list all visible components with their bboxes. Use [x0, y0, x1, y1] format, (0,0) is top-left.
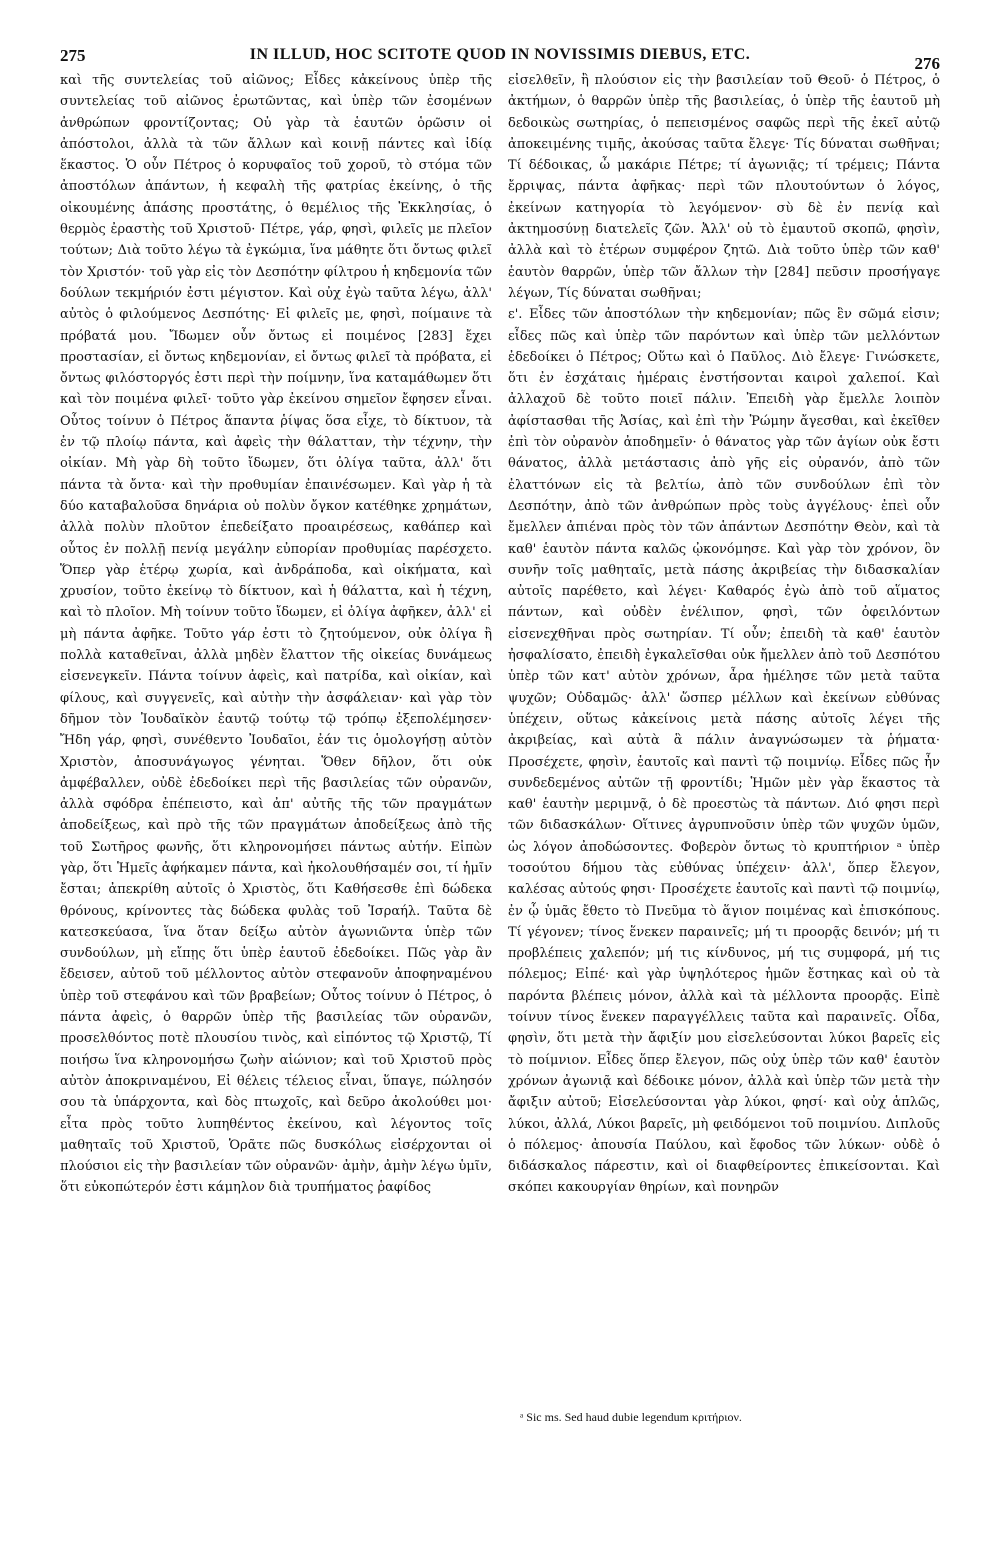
left-column-paragraph: καὶ τῆς συντελείας τοῦ αἰῶνος; Εἶδες κἀκείνους ὑπὲρ τῆς συντελείας τοῦ αἰῶνος ἐρωτῶντας, καὶ ὑπὲρ τῶν ἐσομένων ἀνθρώπων φροντίζοντας; Οὐ γὰρ τὰ ἑαυτῶν ὁρῶσιν οἱ ἀπόστολοι, ἀλλὰ τὰ τῶν ἄλλων καὶ κοινῇ πάντες καὶ ἰδίᾳ ἕκαστος. Ὁ οὖν Πέτρος ὁ κορυφαῖος τοῦ χοροῦ, τὸ στόμα τῶν ἀποστόλων ἁπάντων, ἡ κεφαλὴ τῆς φατρίας ἐκείνης, ὁ τῆς οἰκουμένης ἁπάσης προστάτης, ὁ θεμέλιος τῆς Ἐκκλησίας, ὁ θερμὸς ἐραστὴς τοῦ Χριστοῦ· Πέτρε, γάρ, φησὶ, φιλεῖς με πλεῖον τούτων; Διὰ τοῦτο λέγω τὰ ἐγκώμια, ἵνα μάθητε ὅτι ὄντως φιλεῖ τὸν Χριστόν· τοῦ γὰρ εἰς τὸν Δεσπότην φίλτρου ἡ κηδεμονία τῶν δούλων τεκμήριόν ἐστι μέγιστον. Καὶ οὐχ ἐγὼ ταῦτα λέγω, ἀλλ' αὐτὸς ὁ φιλούμενος Δεσπότης· Εἰ φιλεῖς με, φησὶ, ποίμαινε τὰ πρόβατά μου. Ἴδωμεν οὖν ὄντως εἰ ποιμένος [283] ἔχει προστασίαν, εἰ ὄντως κηδεμονίαν, εἰ ὄντως φιλεῖ τὰ πρόβατα, εἰ ὄντως φιλόστοργός ἐστι περὶ τὴν ποίμνην, ἵνα καταμάθωμεν ὅτι καὶ τὸν ποιμένα φιλεῖ· τοῦτο γὰρ ἐκείνου σημεῖον ἔφησεν εἶναι. Οὗτος τοίνυν ὁ Πέτρος ἅπαντα ῥίψας ὅσα εἶχε, τὸ δίκτυον, τὰ ἐν τῷ πλοίῳ πάντα, καὶ ἀφεὶς τὴν θάλατταν, τὴν τέχνην, τὴν οἰκίαν. Μὴ γὰρ δὴ τοῦτο ἴδωμεν, ὅτι ὀλίγα ταῦτα, ἀλλ' ὅτι πάντα τὰ ὄντα· καὶ τὴν προθυμίαν ἐπαινέσωμεν. Καὶ γὰρ ἡ τὰ δύο καταβαλοῦσα δηνάρια οὐ πολὺν ὄγκον κατέθηκε χρημάτων, ἀλλὰ πολὺν πλοῦτον ἐπεδείξατο προαιρέσεως, καθάπερ καὶ οὗτος ἐν πολλῇ πενίᾳ μεγάλην εὐπορίαν προθυμίας παρέσχετο. Ὅπερ γὰρ ἑτέρῳ χωρία, καὶ ἀνδράποδα, καὶ οἰκήματα, καὶ χρυσίον, τοῦτο ἐκείνῳ τὸ δίκτυον, καὶ ἡ θάλαττα, καὶ ἡ τέχνη, καὶ τὸ πλοῖον. Μὴ τοίνυν τοῦτο ἴδωμεν, εἰ ὀλίγα ἀφῆκεν, ἀλλ' εἰ μὴ πάντα ἀφῆκε. Τοῦτο γάρ ἐστι τὸ ζητούμενον, οὐκ ὀλίγα ἢ πολλὰ καταθεῖναι, ἀλλὰ μηδὲν ἔλαττον τῆς οἰκείας δυνάμεως εἰσενεγκεῖν. Πάντα τοίνυν ἀφεὶς, καὶ πατρίδα, καὶ οἰκίαν, καὶ φίλους, καὶ συγγενεῖς, καὶ αὐτὴν τὴν ἀσφάλειαν· καὶ γὰρ τὸν δῆμον τὸν Ἰουδαϊκὸν ἑαυτῷ τούτῳ τῷ τρόπῳ ἐξεπολέμησεν· Ἤδη γάρ, φησὶ, συνέθεντο Ἰουδαῖοι, ἐάν τις ὁμολογήσῃ αὐτὸν Χριστὸν, ἀποσυνάγωγος γένηται. Ὅθεν δῆλον, ὅτι οὐκ ἀμφέβαλλεν, οὐδὲ ἐδεδοίκει περὶ τῆς βασιλείας τῶν οὐρανῶν, ἀλλὰ σφόδρα ἐπέπειστο, καὶ ἀπ' αὐτῆς τῆς τῶν πραγμάτων ἀποδείξεως, καὶ πρὸ τῆς τῶν πραγμάτων ἀποδείξεως ἀπὸ τῆς τοῦ Σωτῆρος φωνῆς, ὅτι κληρονομήσει πάντως αὐτήν. Εἰπὼν γὰρ, ὅτι Ἡμεῖς ἀφήκαμεν πάντα, καὶ ἠκολουθήσαμέν σοι, τί ἡμῖν ἔσται; ἀπεκρίθη αὐτοῖς ὁ Χριστὸς, ὅτι Καθήσεσθε ἐπὶ δώδεκα θρόνους, κρίνοντες τὰς δώδεκα φυλὰς τοῦ Ἰσραήλ. Ταῦτα δὲ κατεσκεύασα, ἵνα ὅταν δείξω αὐτὸν ἀγωνιῶντα ὑπὲρ τῶν συνδούλων, μὴ εἴπῃς ὅτι ὑπὲρ ἑαυτοῦ ἐδεδοίκει. Πῶς γὰρ ἂν ἔδεισεν, αὐτοῦ τοῦ μέλλοντος αὐτὸν στεφανοῦν ἀποφηναμένου ὑπὲρ τοῦ στεφάνου καὶ τῶν βραβείων; Οὗτος τοίνυν ὁ Πέτρος, ὁ πάντα ἀφεὶς, ὁ θαρρῶν ὑπὲρ τῆς βασιλείας τῶν οὐρανῶν, προσελθόντος ποτὲ πλουσίου τινὸς, καὶ εἰπόντος τῷ Χριστῷ, Τί ποιήσω ἵνα κληρονομήσω ζωὴν αἰώνιον; καὶ τοῦ Χριστοῦ πρὸς αὐτὸν ἀποκριναμένου, Εἰ θέλεις τέλειος εἶναι, ὕπαγε, πώλησόν σου τὰ ὑπάρχοντα, καὶ δὸς πτωχοῖς, καὶ δεῦρο ἀκολούθει μοι· εἶτα πρὸς τοῦτο λυπηθέντος ἐκείνου, καὶ λέγοντος τοῖς μαθηταῖς τοῦ Χριστοῦ, Ὁρᾶτε πῶς δυσκόλως εἰσέρχονται οἱ πλούσιοι εἰς τὴν βασιλείαν τῶν οὐρανῶν· ἀμὴν, ἀμὴν λέγω ὑμῖν, ὅτι εὐκοπώτερόν ἐστι κάμηλον διὰ τρυπήματος ῥαφίδος: [60, 73, 492, 1196]
footnote: ᵃ Sic ms. Sed haud dubie legendum κριτήριον.: [520, 1410, 742, 1424]
left-column: [60, 70, 492, 1450]
page-header: [60, 46, 940, 73]
running-title: IN ILLUD, HOC SCITOTE QUOD IN NOVISSIMIS DIEBUS, ETC.: [249, 46, 751, 63]
page-number-left: 275: [60, 46, 86, 65]
page-number-right: 276: [914, 54, 940, 73]
right-column: [508, 70, 940, 1450]
right-column-paragraph-section-5: ε'. Εἶδες τῶν ἀποστόλων τὴν κηδεμονίαν; πῶς ἓν σῶμά εἰσιν; εἶδες πῶς καὶ ὑπὲρ τῶν παρόντων καὶ ὑπὲρ τῶν μελλόντων ἐδεδοίκει ὁ Πέτρος; Οὕτω καὶ ὁ Παῦλος. Διὸ ἔλεγε· Γινώσκετε, ὅτι ἐν ἐσχάταις ἡμέραις ἐνστήσονται καιροὶ χαλεποί. Καὶ ἀλλαχοῦ δὲ τοῦτο ποιεῖ πάλιν. Ἐπειδὴ γὰρ ἔμελλε λοιπὸν ἀφίστασθαι τῆς Ἀσίας, καὶ ἐπὶ τὴν Ῥώμην ἄγεσθαι, καὶ ἐκεῖθεν ἐπὶ τὸν οὐρανὸν ἀποδημεῖν· ὁ θάνατος γὰρ τῶν ἁγίων οὐκ ἔστι θάνατος, ἀλλὰ μετάστασις ἀπὸ γῆς εἰς οὐρανόν, ἀπὸ τῶν ἐλαττόνων εἰς τὰ βελτίω, ἀπὸ τῶν συνδούλων ἐπὶ τὸν Δεσπότην, ἀπὸ τῶν ἀνθρώπων πρὸς τοὺς ἀγγέλους· ἐπεὶ οὖν ἔμελλεν ἀπιέναι πρὸς τὸν τῶν ἁπάντων Δεσπότην Θεὸν, καὶ τὰ καθ' ἑαυτὸν πάντα καλῶς ᾠκονόμησε. Καὶ γὰρ τὸν χρόνον, ὃν συνῆν τοῖς μαθηταῖς, μετὰ πάσης ἀκριβείας τὴν διδασκαλίαν αὐτοῖς παρέθετο, καὶ λέγει· Καθαρός ἐγὼ ἀπὸ τοῦ αἵματος πάντων, καὶ οὐδὲν ἐνέλιπον, φησὶ, τῶν ὀφειλόντων εἰσενεχθῆναι πρὸς σωτηρίαν. Τί οὖν; ἐπειδὴ τὰ καθ' ἑαυτὸν ἠσφαλίσατο, ἐπειδὴ ἐγκαλεῖσθαι οὐκ ἤμελλεν ἀπὸ τοῦ Δεσπότου ὑπὲρ τῶν κατ' αὐτὸν χρόνων, ἆρα ἠμέλησε τῶν μετὰ ταῦτα ψυχῶν; Οὐδαμῶς· ἀλλ' ὥσπερ μέλλων καὶ ἐκείνων εὐθύνας ὑπέχειν, οὕτως κἀκείνοις μετὰ πάσης αὐτοῖς λέγει τῆς ἀκριβείας, καὶ αὐτὰ ἃ πάλιν ἀναγνώσωμεν τὰ ῥήματα· Προσέχετε, φησὶν, ἑαυτοῖς καὶ παντὶ τῷ ποιμνίῳ. Εἶδες πῶς ἦν συνδεδεμένος αὐτῶν τῇ φροντίδι; Ἡμῶν μὲν γὰρ ἕκαστος τὰ καθ' ἑαυτὴν μεριμνᾷ, ὁ δὲ προεστὼς τὰ πάντων. Διό φησι περὶ τῶν διδασκάλων· Οἵτινες ἀγρυπνοῦσιν ὑπὲρ τῶν ψυχῶν ὑμῶν, ὡς λόγον ἀποδώσοντες. Φοβερὸν ὄντως τὸ κρυπτήριον ᵃ ὑπὲρ τοσούτου δήμου τὰς εὐθύνας ὑπέχειν· ἀλλ', ὅπερ ἔλεγον, καλέσας αὐτούς φησι· Προσέχετε ἑαυτοῖς καὶ παντὶ τῷ ποιμνίῳ, ἐν ᾧ ὑμᾶς ἔθετο τὸ Πνεῦμα τὸ ἅγιον ποιμένας καὶ ἐπισκόπους. Τί γέγονεν; τίνος ἕνεκεν παραινεῖς; μή τι προορᾷς δεινόν; μή τι προβλέπεις χαλεπόν; μή τις κίνδυνος, μή τις συμφορά, μή τις πόλεμος; Εἰπέ· καὶ γὰρ ὑψηλότερος ἡμῶν ἔστηκας καὶ οὐ τὰ παρόντα βλέπεις μόνον, ἀλλὰ καὶ τὰ μέλλοντα προορᾷς. Εἰπὲ τοίνυν τίνος ἕνεκεν παραγγέλλεις ταῦτα καὶ παραινεῖς. Οἶδα, φησὶν, ὅτι μετὰ τὴν ἄφιξίν μου εἰσελεύσονται λύκοι βαρεῖς εἰς τὸ ποίμνιον. Εἶδες ὅπερ ἔλεγον, πῶς οὐχ ὑπὲρ τῶν καθ' ἑαυτὸν χρόνων ἀγωνιᾷ καὶ δέδοικε μόνον, ἀλλὰ καὶ ὑπὲρ τῶν μετὰ τὴν ἄφιξιν αὐτοῦ; Εἰσελεύσονται γὰρ λύκοι, φησί· καὶ οὐχ ἁπλῶς, λύκοι, ἀλλά, Λύκοι βαρεῖς, μὴ φειδόμενοι τοῦ ποιμνίου. Διπλοῦς ὁ πόλεμος· ἀπουσία Παύλου, καὶ ἔφοδος τῶν λύκων· οὐδὲ ὁ διδάσκαλος πάρεστιν, καὶ οἱ διαφθείροντες ἐπικείσονται. Καὶ σκόπει κακουργίαν θηρίων, καὶ πονηρῶν: [508, 307, 940, 1196]
right-column-paragraph: εἰσελθεῖν, ἢ πλούσιον εἰς τὴν βασιλείαν τοῦ Θεοῦ· ὁ Πέτρος, ὁ ἀκτήμων, ὁ θαρρῶν ὑπὲρ τῆς βασιλείας, ὁ ὑπὲρ τῆς ἑαυτοῦ μὴ δεδοικὼς σωτηρίας, ὁ πεπεισμένος σαφῶς περὶ τῆς ἐκεῖ αὐτῷ ἀποκειμένης τιμῆς, ἀκούσας ταῦτα ἔλεγε· Τίς δύναται σωθῆναι; Τί δέδοικας, ὦ μακάριε Πέτρε; τί ἀγωνιᾷς; τί τρέμεις; Πάντα ἔρριψας, πάντα ἀφῆκας· περὶ τῶν πλουτούντων ὁ λόγος, ἐκείνων κατηγορία τὸ λεγόμενον· σὺ δὲ ἐν πενίᾳ καὶ ἀκτημοσύνῃ διατελεῖς ζῶν. Ἀλλ' οὐ τὸ ἐμαυτοῦ σκοπῶ, φησὶν, ἀλλὰ καὶ τὸ ἑτέρων συμφέρον ζητῶ. Διὰ τοῦτο ὑπὲρ τῶν καθ' ἑαυτὸν θαρρῶν, ὑπὲρ τῶν ἄλλων τὴν [284] πεῦσιν προσήγαγε λέγων, Τίς δύναται σωθῆναι;: [508, 73, 940, 301]
